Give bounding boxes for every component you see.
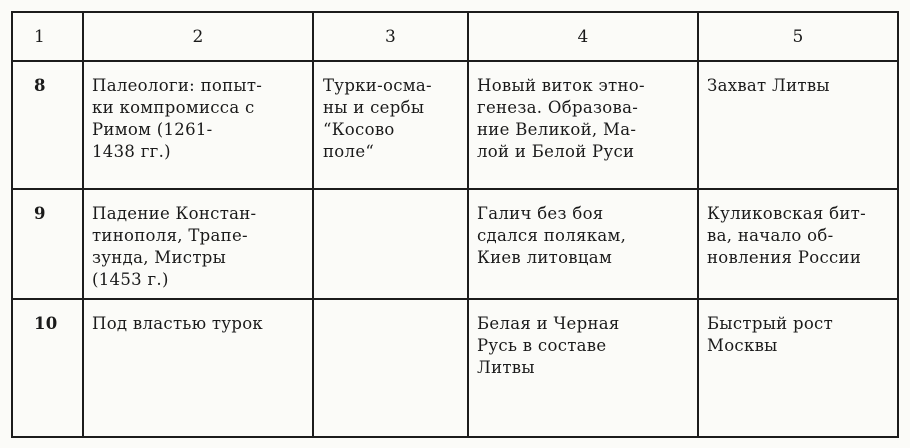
table-cell: [698, 189, 898, 299]
header-cell-1: 1: [12, 12, 83, 61]
cell-text: Падение Констан- тинополя, Трапе- зунда, Мистры (1453 г.): [92, 204, 257, 289]
cell-text: Турки-осма- ны и сербы “Косово поле“: [323, 76, 432, 161]
table-cell: [313, 299, 468, 437]
cell-text: Галич без боя сдался полякам, Киев литовцам: [477, 204, 627, 267]
table-row: [12, 299, 898, 437]
table-cell: [313, 189, 468, 299]
table-row: [12, 189, 898, 299]
row-number-cell: [12, 299, 83, 437]
table-cell: [698, 299, 898, 437]
header-cell-5: 5: [698, 12, 898, 61]
header-row: [12, 12, 898, 61]
table-cell: [698, 61, 898, 189]
table-row: [12, 61, 898, 189]
table-cell: [468, 189, 698, 299]
cell-text: Куликовская бит- ва, начало об- новления России: [707, 204, 866, 267]
cell-text: Белая и Черная Русь в составе Литвы: [477, 314, 620, 377]
cell-text: Быстрый рост Москвы: [707, 314, 834, 355]
table-cell: [83, 61, 313, 189]
cell-text: [314, 300, 467, 313]
row-number-cell: [12, 189, 83, 299]
table-cell: [468, 61, 698, 189]
cell-text: Новый виток этно- генеза. Образова- ние Великой, Ма- лой и Белой Руси: [477, 76, 645, 161]
header-cell-2: 2: [83, 12, 313, 61]
cell-text: [314, 190, 467, 203]
row-number: 9: [34, 204, 46, 223]
table-cell: [468, 299, 698, 437]
row-number-cell: [12, 61, 83, 189]
table-cell: [313, 61, 468, 189]
history-table: [11, 11, 899, 438]
cell-text: Под властью турок: [92, 314, 264, 333]
table-cell: [83, 299, 313, 437]
row-number: 10: [34, 314, 58, 333]
header-cell-4: 4: [468, 12, 698, 61]
table-cell: [83, 189, 313, 299]
header-cell-3: 3: [313, 12, 468, 61]
cell-text: Захват Литвы: [707, 76, 830, 95]
row-number: 8: [34, 76, 46, 95]
cell-text: Палеологи: попыт- ки компромисса с Римом (1261- 1438 гг.): [92, 76, 263, 161]
